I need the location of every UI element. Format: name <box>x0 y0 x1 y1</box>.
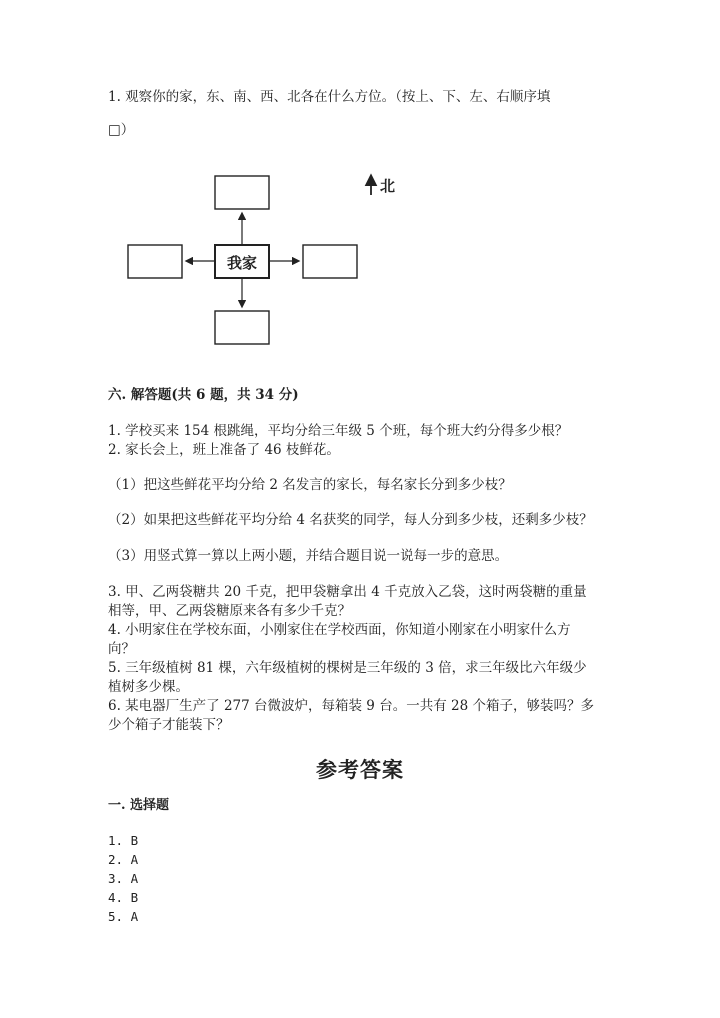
answers-title: 参考答案 <box>316 757 404 782</box>
s6-question-4-line1: 4. 小明家住在学校东面，小刚家住在学校西面，你知道小刚家在小明家什么方 <box>108 622 571 638</box>
east-answer-box[interactable] <box>303 245 357 278</box>
north-answer-box[interactable] <box>215 176 269 209</box>
answer-item: 3. A <box>108 871 139 886</box>
question-observe-line1: 1. 观察你的家，东、南、西、北各在什么方位。（按上、下、左、右顺序填 <box>108 89 551 105</box>
answer-item: 5. A <box>108 909 139 924</box>
s6-question-1: 1. 学校买来 154 根跳绳，平均分给三年级 5 个班，每个班大约分得多少根？ <box>108 423 569 439</box>
s6-question-3-line1: 3. 甲、乙两袋糖共 20 千克，把甲袋糖拿出 4 千克放入乙袋，这时两袋糖的重量 <box>108 584 587 600</box>
answers-section1-title: 一. 选择题 <box>108 798 170 813</box>
answer-item: 1. B <box>108 833 139 848</box>
direction-diagram <box>120 165 420 350</box>
s6-question-6-line1: 6. 某电器厂生产了 277 台微波炉，每箱装 9 台。一共有 28 个箱子，够装吗？多 <box>108 698 594 714</box>
s6-question-2-part2: （2）如果把这些鲜花平均分给 4 名获奖的同学，每人分到多少枝，还剩多少枝？ <box>108 512 593 528</box>
s6-question-4-line2: 向？ <box>108 641 135 657</box>
answer-item: 2. A <box>108 852 139 867</box>
west-answer-box[interactable] <box>128 245 182 278</box>
answer-item: 4. B <box>108 890 139 905</box>
section6-title: 六. 解答题(共 6 题，共 34 分) <box>108 387 299 403</box>
question-observe-line2: □） <box>108 122 135 138</box>
s6-question-3-line2: 相等，甲、乙两袋糖原来各有多少千克？ <box>108 603 351 619</box>
south-answer-box[interactable] <box>215 311 269 344</box>
home-label: 我家 <box>226 254 258 272</box>
s6-question-2: 2. 家长会上，班上准备了 46 枝鲜花。 <box>108 442 340 458</box>
s6-question-2-part3: （3）用竖式算一算以上两小题，并结合题目说一说每一步的意思。 <box>108 548 509 564</box>
s6-question-5-line2: 植树多少棵。 <box>108 679 189 695</box>
north-label: 北 <box>380 177 396 195</box>
s6-question-6-line2: 少个箱子才能装下？ <box>108 717 230 733</box>
s6-question-5-line1: 5. 三年级植树 81 棵，六年级植树的棵树是三年级的 3 倍，求三年级比六年级少 <box>108 660 587 676</box>
s6-question-2-part1: （1）把这些鲜花平均分给 2 名发言的家长，每名家长分到多少枝？ <box>108 477 512 493</box>
